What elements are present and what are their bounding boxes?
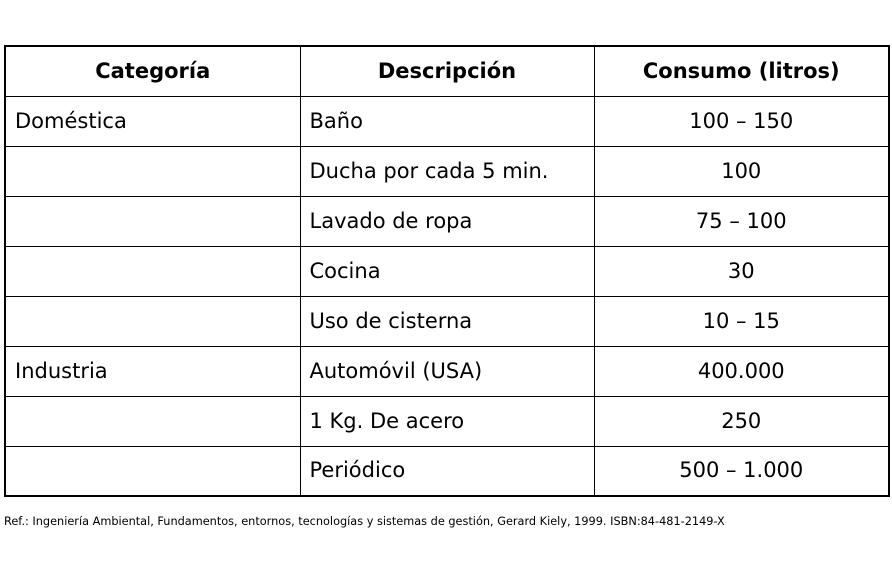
header-row bbox=[5, 46, 889, 96]
cell-categoria: Doméstica bbox=[5, 96, 300, 146]
cell-descripcion: 1 Kg. De acero bbox=[300, 396, 594, 446]
table-row bbox=[5, 196, 889, 246]
cell-categoria bbox=[5, 196, 300, 246]
header-categoria: Categoría bbox=[5, 46, 300, 96]
cell-descripcion: Uso de cisterna bbox=[300, 296, 594, 346]
cell-consumo: 30 bbox=[594, 246, 889, 296]
header-descripcion: Descripción bbox=[300, 46, 594, 96]
cell-categoria: Industria bbox=[5, 346, 300, 396]
table-row bbox=[5, 396, 889, 446]
cell-categoria bbox=[5, 296, 300, 346]
cell-consumo: 10 – 15 bbox=[594, 296, 889, 346]
cell-consumo: 100 – 150 bbox=[594, 96, 889, 146]
table-header bbox=[5, 46, 889, 96]
cell-categoria bbox=[5, 246, 300, 296]
water-consumption-table bbox=[4, 45, 890, 497]
cell-descripcion: Automóvil (USA) bbox=[300, 346, 594, 396]
cell-consumo: 75 – 100 bbox=[594, 196, 889, 246]
cell-consumo: 500 – 1.000 bbox=[594, 446, 889, 496]
cell-categoria bbox=[5, 446, 300, 496]
table-body bbox=[5, 96, 889, 496]
table-row bbox=[5, 146, 889, 196]
table-row bbox=[5, 296, 889, 346]
cell-descripcion: Baño bbox=[300, 96, 594, 146]
table-row bbox=[5, 446, 889, 496]
header-consumo: Consumo (litros) bbox=[594, 46, 889, 96]
cell-consumo: 250 bbox=[594, 396, 889, 446]
table-row bbox=[5, 96, 889, 146]
cell-descripcion: Lavado de ropa bbox=[300, 196, 594, 246]
table-row bbox=[5, 246, 889, 296]
table-row bbox=[5, 346, 889, 396]
cell-descripcion: Periódico bbox=[300, 446, 594, 496]
cell-descripcion: Cocina bbox=[300, 246, 594, 296]
cell-consumo: 100 bbox=[594, 146, 889, 196]
cell-consumo: 400.000 bbox=[594, 346, 889, 396]
cell-categoria bbox=[5, 396, 300, 446]
reference-note: Ref.: Ingeniería Ambiental, Fundamentos, entornos, tecnologías y sistemas de gestión, Gerard Kiely, 1999. ISBN:84-481-2149-X bbox=[4, 515, 725, 528]
cell-descripcion: Ducha por cada 5 min. bbox=[300, 146, 594, 196]
cell-categoria bbox=[5, 146, 300, 196]
